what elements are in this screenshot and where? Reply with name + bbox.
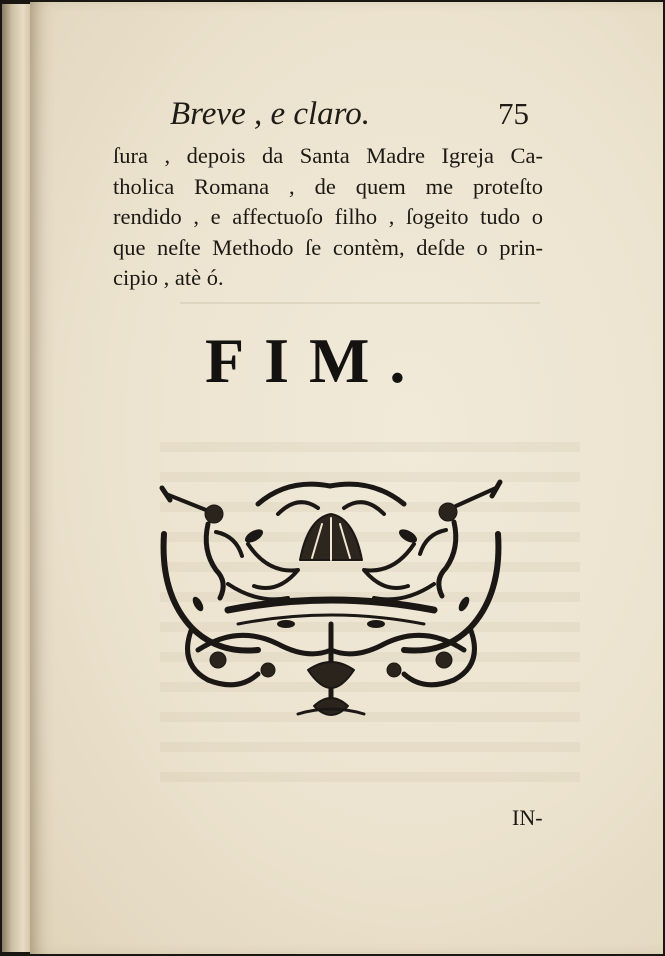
catchword: IN- [512, 805, 543, 830]
text-line: tholica Romana , de quem me proteſto [113, 173, 543, 199]
page-number: 75 [498, 96, 529, 131]
previous-page-edge [2, 4, 31, 952]
text-line: ſura , depois da Santa Madre Igreja Ca- [113, 143, 543, 168]
cherub-acanthus-tailpiece-icon [158, 474, 504, 730]
text-line: cipio , atè ó. [113, 265, 224, 290]
body-paragraph [113, 141, 543, 294]
text-line: rendido , e affectuoſo filho , ſogeito tudo o [113, 204, 543, 229]
page-header [170, 96, 550, 140]
end-mark: FIM. [205, 325, 426, 396]
running-head: Breve , e claro. [170, 96, 371, 132]
text-line: que neſte Methodo ſe contèm, deſde o prin- [113, 234, 543, 260]
show-through-shadow [180, 302, 540, 318]
